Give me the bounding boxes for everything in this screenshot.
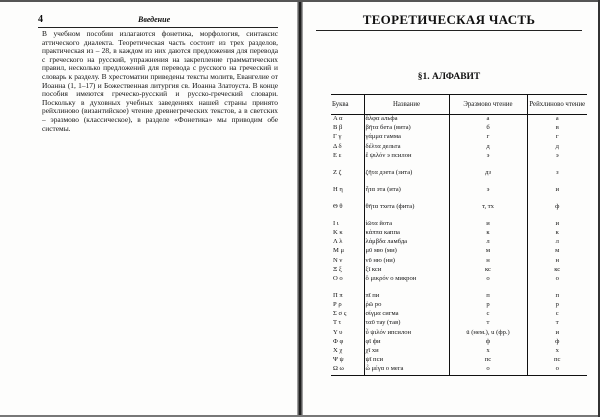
table-header-row <box>331 95 587 115</box>
table-row <box>331 124 587 133</box>
cell-reuchlinian: ф <box>527 203 587 220</box>
cell-erasmian: х <box>449 347 527 356</box>
cell-reuchlinian: и <box>527 186 587 203</box>
cell-erasmian: а <box>449 115 527 125</box>
cell-name: νῦ ню (ни) <box>364 257 449 266</box>
cell-letter: Φ φ <box>333 337 344 345</box>
cell-reuchlinian: п <box>527 292 587 301</box>
table-row <box>331 247 587 256</box>
cell-letter: Ρ ρ <box>333 301 342 309</box>
cell-name: σίγμα сигма <box>364 310 449 319</box>
cell-reuchlinian: т <box>527 319 587 328</box>
left-page-header <box>38 15 278 28</box>
cell-letter: Θ θ <box>333 202 343 210</box>
cell-reuchlinian: с <box>527 310 587 319</box>
cell-name: ξῖ кси <box>364 266 449 275</box>
table-row <box>331 310 587 319</box>
cell-name: βῆτα бета (вита) <box>364 124 449 133</box>
cell-reuchlinian: и <box>527 220 587 229</box>
cell-reuchlinian: м <box>527 247 587 256</box>
cell-reuchlinian: л <box>527 238 587 247</box>
cell-letter: Η η <box>333 185 343 193</box>
section-heading: §1. АЛФАВИТ <box>417 72 481 82</box>
cell-reuchlinian: ф <box>527 338 587 347</box>
cell-name: δέλτα дельта <box>364 143 449 152</box>
cell-letter: Ε ε <box>333 151 342 159</box>
running-header: Введение <box>138 15 171 24</box>
cell-name: ῥῶ ро <box>364 301 449 310</box>
cell-reuchlinian: г <box>527 133 587 142</box>
page-edge-top <box>0 0 600 2</box>
cell-reuchlinian: о <box>527 275 587 292</box>
cell-erasmian: т <box>449 319 527 328</box>
cell-name: ζῆτα дзета (зита) <box>364 169 449 186</box>
cell-name: ψῖ пси <box>364 356 449 365</box>
cell-name: φῖ фи <box>364 338 449 347</box>
cell-erasmian: э <box>449 152 527 169</box>
cell-letter: Ψ ψ <box>333 356 344 364</box>
cell-name: μῦ мю (ми) <box>364 247 449 256</box>
cell-reuchlinian: к <box>527 229 587 238</box>
cell-name: γάμμα гамма <box>364 133 449 142</box>
cell-name: κάππα каппа <box>364 229 449 238</box>
page-number: 4 <box>38 14 43 25</box>
cell-letter: Σ σ ς <box>333 310 347 318</box>
table-row <box>331 356 587 365</box>
cell-name: ὦ μέγα о мега <box>364 365 449 375</box>
cell-erasmian: с <box>449 310 527 319</box>
cell-name: ἰῶτα йота <box>364 220 449 229</box>
cell-letter: Τ τ <box>333 319 342 327</box>
cell-letter: Ζ ζ <box>333 168 342 176</box>
table-row <box>331 338 587 347</box>
cell-erasmian: л <box>449 238 527 247</box>
table-row <box>331 186 587 203</box>
cell-reuchlinian: д <box>527 143 587 152</box>
cell-letter: Ο ο <box>333 274 343 282</box>
cell-erasmian: д <box>449 143 527 152</box>
table-row <box>331 329 587 338</box>
cell-name: ταῦ тау (тав) <box>364 319 449 328</box>
table-row <box>331 292 587 301</box>
alphabet-table-wrapper <box>331 94 587 376</box>
cell-letter: Μ μ <box>333 247 345 255</box>
introduction-paragraph: В учебном пособии излагаются фонетика, морфология, синтаксис аттического диалекта. Теоретическая часть состоит из трех разделов, практическая из – 28, в каждом из них даются предложения для перевода с греческого на русский, упражнения на закрепление грамматических правил, несколько предложений для перевода с русского на греческий и словарь к разделу. В хрестоматии приведены тексты молитв, Евангелие от Иоанна (1, 1–17) и Божественная литургия св. Иоанна Златоуста. В конце пособия имеются греческо-русский и русско-греческий словари. Поскольку в духовных учебных заведениях нашей страны принято рейхлиново (византийское) чтение древнегреческих текстов, а в светских – эразмово (классическое), в разделе «Фонетика» мы приводим обе системы. <box>42 29 278 133</box>
table-row <box>331 238 587 247</box>
table-row <box>331 257 587 266</box>
cell-reuchlinian: кс <box>527 266 587 275</box>
table-row <box>331 319 587 328</box>
cell-letter: Γ γ <box>333 133 342 141</box>
header-reuchlinian: Рейхлиново чтение <box>527 95 587 115</box>
table-row <box>331 203 587 220</box>
cell-reuchlinian: н <box>527 257 587 266</box>
cell-name: ὖ ψιλόν ипсилон <box>364 329 449 338</box>
cell-erasmian: н <box>449 257 527 266</box>
cell-letter: Ι ι <box>333 219 339 227</box>
table-row <box>331 169 587 186</box>
cell-letter: Χ χ <box>333 347 343 354</box>
page-title: ТЕОРЕТИЧЕСКАЯ ЧАСТЬ <box>316 12 582 31</box>
cell-letter: Ω ω <box>331 365 364 375</box>
cell-letter: Ξ ξ <box>333 265 342 273</box>
cell-name: ἒ ψιλόν э псилон <box>364 152 449 169</box>
cell-letter: Ν ν <box>333 256 343 264</box>
cell-name: πῖ пи <box>364 292 449 301</box>
cell-reuchlinian: о <box>527 365 587 375</box>
cell-erasmian: т, тх <box>449 203 527 220</box>
cell-reuchlinian: а <box>527 115 587 125</box>
table-row <box>331 301 587 310</box>
table-row <box>331 275 587 292</box>
cell-erasmian: б <box>449 124 527 133</box>
cell-name: ὂ μικρόν о микрон <box>364 275 449 292</box>
cell-name: χῖ хи <box>364 347 449 356</box>
cell-name: ἦτα эта (ита) <box>364 186 449 203</box>
table-row <box>331 143 587 152</box>
cell-name: θῆτα тхета (фита) <box>364 203 449 220</box>
cell-name: ἄλφα альфа <box>364 115 449 125</box>
cell-erasmian: р <box>449 301 527 310</box>
table-row <box>331 365 587 375</box>
cell-erasmian: г <box>449 133 527 142</box>
cell-erasmian: пс <box>449 356 527 365</box>
cell-erasmian: п <box>449 292 527 301</box>
cell-reuchlinian: р <box>527 301 587 310</box>
table-row <box>331 220 587 229</box>
cell-letter: Α α <box>333 115 343 122</box>
cell-reuchlinian: х <box>527 347 587 356</box>
cell-erasmian: к <box>449 229 527 238</box>
cell-erasmian: м <box>449 247 527 256</box>
cell-letter: Κ κ <box>333 228 343 236</box>
table-row <box>331 347 587 356</box>
cell-erasmian: и <box>449 220 527 229</box>
header-erasmian: Эразмово чтение <box>449 95 527 115</box>
left-page <box>0 0 297 417</box>
cell-erasmian: ф <box>449 338 527 347</box>
cell-erasmian: ü (нем.), u (фр.) <box>449 329 527 338</box>
header-name: Название <box>364 95 449 115</box>
cell-letter: Δ δ <box>333 142 342 150</box>
alphabet-table-body <box>331 115 587 376</box>
cell-letter: Λ λ <box>333 238 343 246</box>
header-letter: Буква <box>331 95 364 115</box>
cell-letter: Υ υ <box>333 328 343 336</box>
cell-erasmian: кс <box>449 266 527 275</box>
cell-letter: Π π <box>333 291 343 299</box>
cell-erasmian: о <box>449 365 527 375</box>
cell-reuchlinian: пс <box>527 356 587 365</box>
cell-erasmian: о <box>449 275 527 292</box>
cell-reuchlinian: э <box>527 152 587 169</box>
cell-erasmian: э <box>449 186 527 203</box>
table-row <box>331 115 587 125</box>
cell-reuchlinian: з <box>527 169 587 186</box>
table-row <box>331 152 587 169</box>
table-row <box>331 229 587 238</box>
table-row <box>331 266 587 275</box>
table-row <box>331 133 587 142</box>
cell-reuchlinian: и <box>527 329 587 338</box>
alphabet-table <box>331 94 587 376</box>
cell-letter: Β β <box>333 124 343 132</box>
cell-erasmian: дз <box>449 169 527 186</box>
cell-name: λάμβδα ламбда <box>364 238 449 247</box>
cell-reuchlinian: в <box>527 124 587 133</box>
